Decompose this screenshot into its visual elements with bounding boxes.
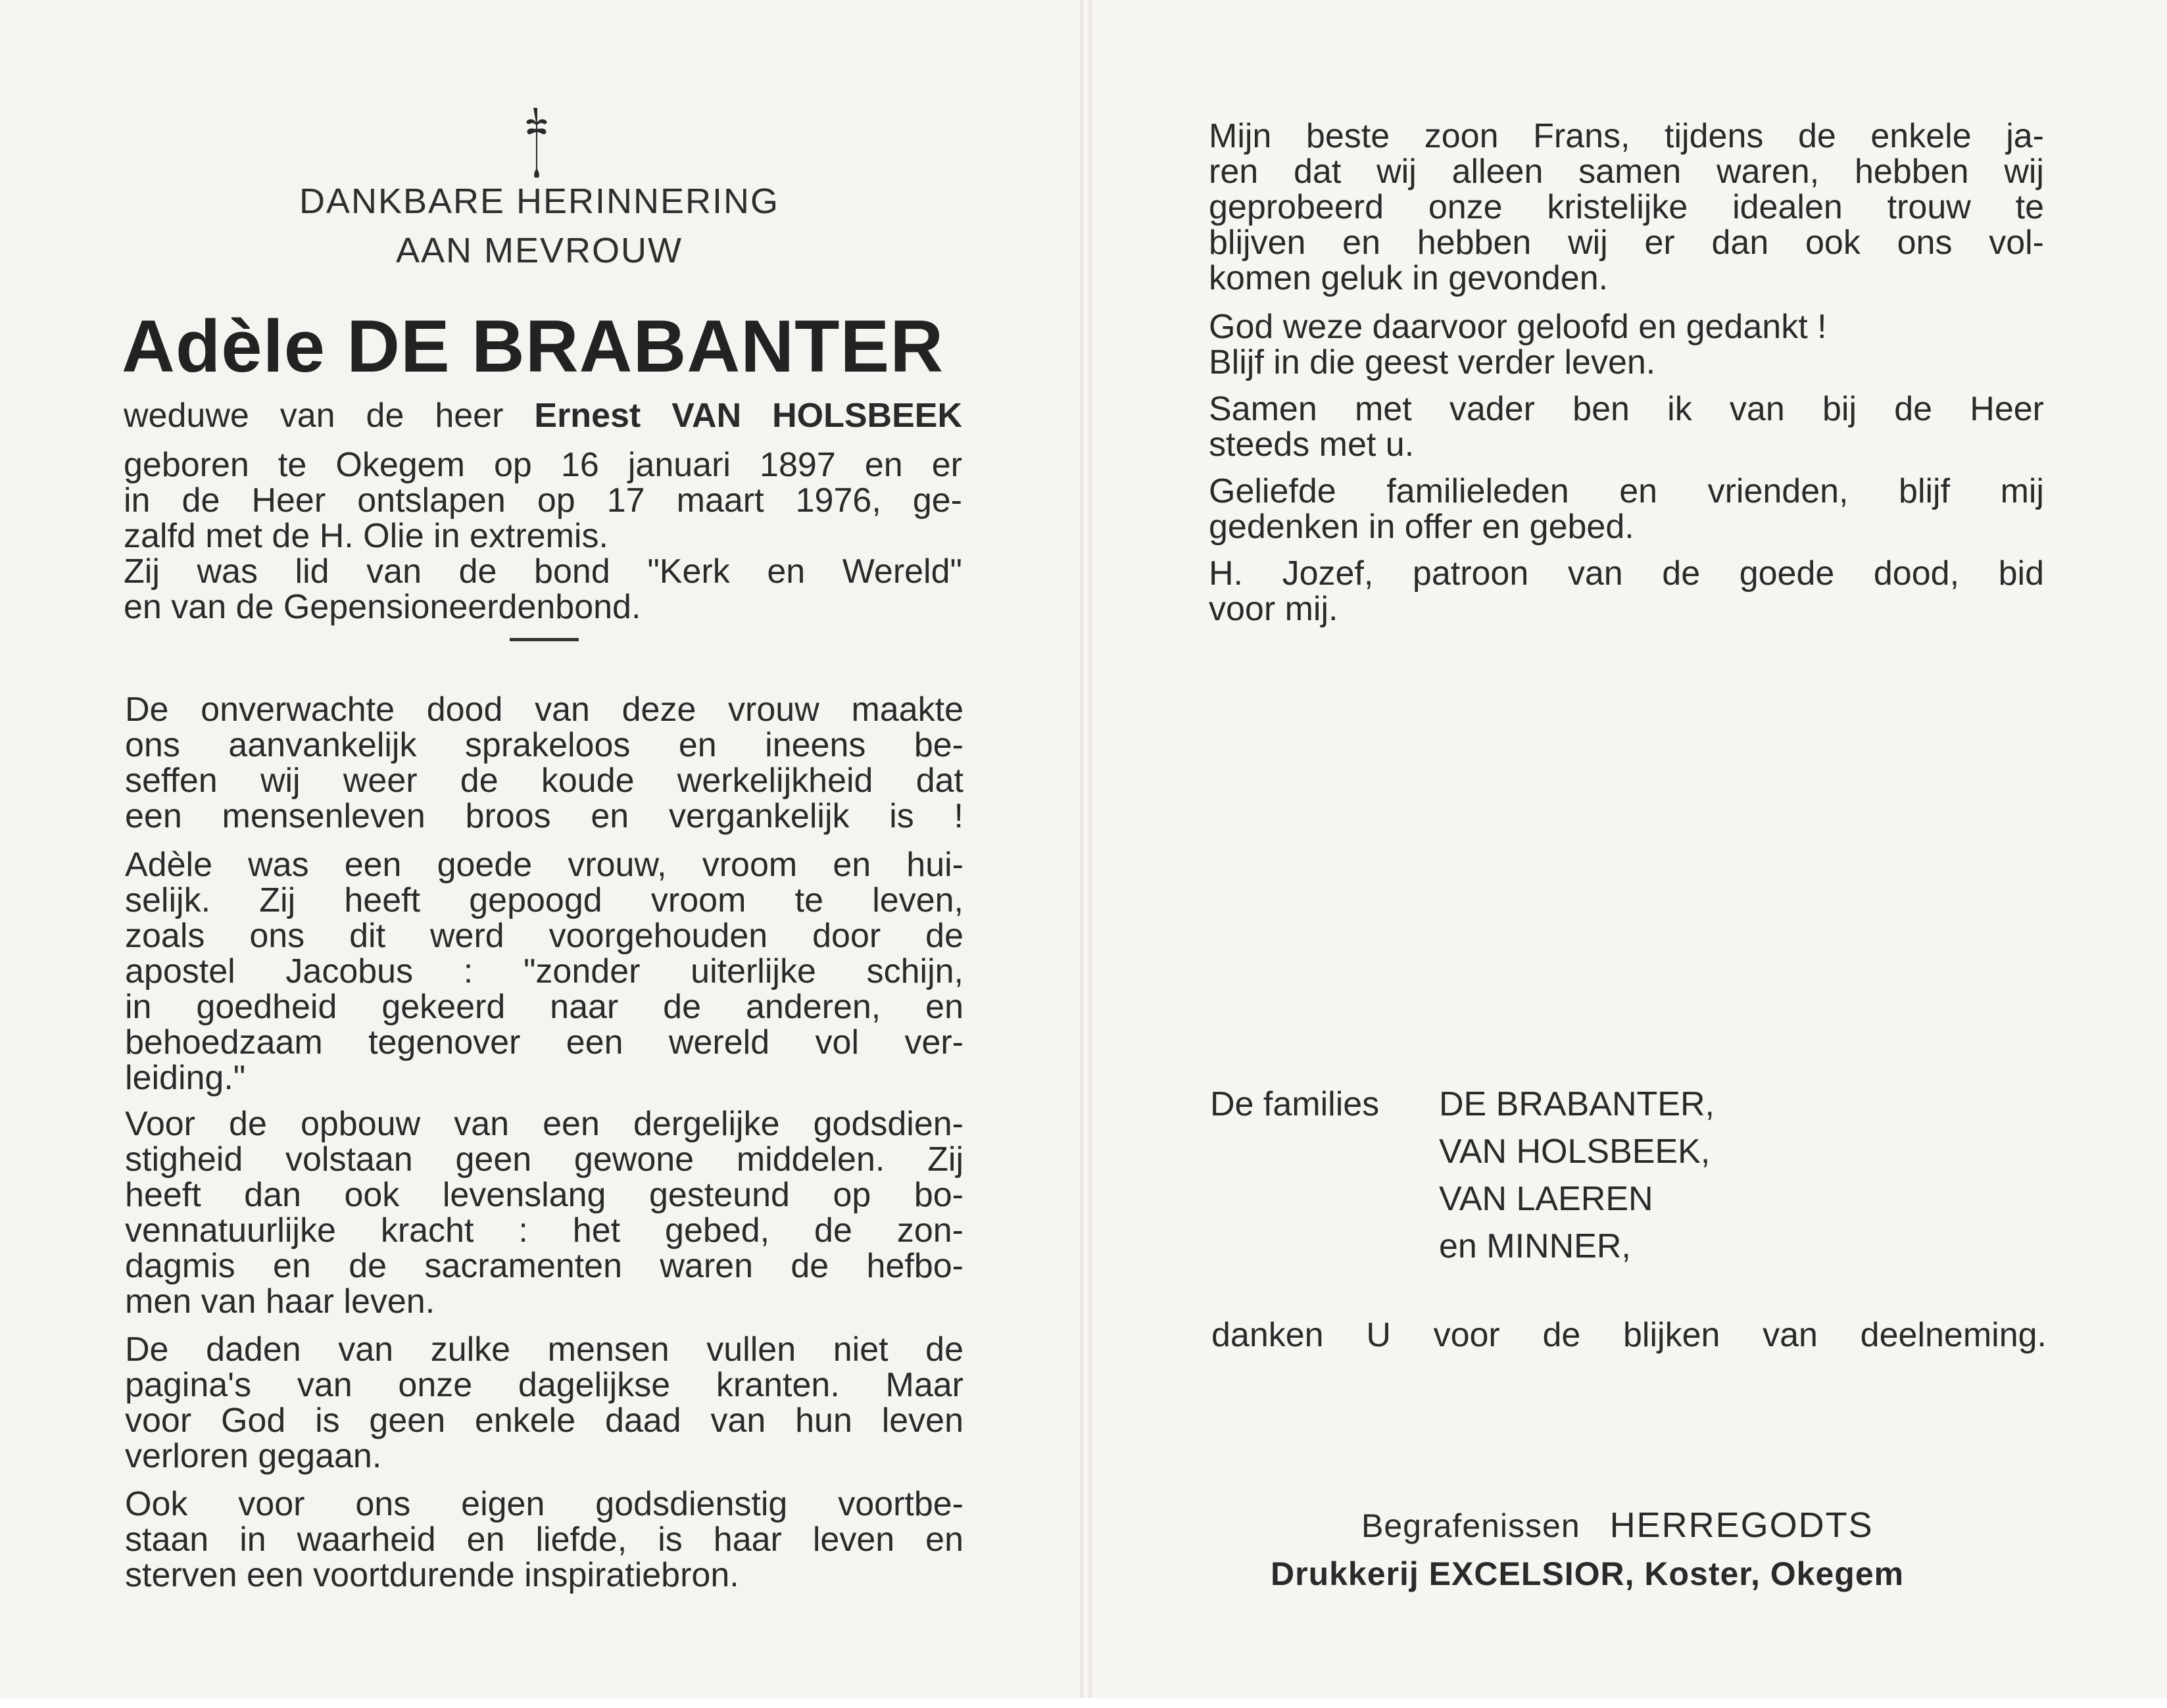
widow-line bbox=[124, 398, 962, 433]
text-line: dagmis en de sacramenten waren de hefbo- bbox=[125, 1247, 963, 1285]
left-paragraph-3 bbox=[125, 1106, 963, 1319]
text-line: Adèle was een goede vrouw, vroom en hui- bbox=[125, 846, 963, 884]
text-line: verloren gegaan. bbox=[125, 1437, 382, 1475]
text-line: blijven en hebben wij er dan ook ons vol- bbox=[1209, 224, 2044, 262]
text-line: Voor de opbouw van een dergelijke godsdien- bbox=[125, 1105, 963, 1143]
text-line: vennatuurlijke kracht : het gebed, de zon- bbox=[125, 1211, 963, 1250]
biography bbox=[124, 447, 962, 625]
divider bbox=[510, 638, 579, 641]
text-line: stigheid volstaan geen gewone middelen. Zij bbox=[125, 1140, 963, 1179]
left-paragraph-2 bbox=[125, 847, 963, 1096]
text-line: zoals ons dit werd voorgehouden door de bbox=[125, 917, 963, 955]
text-line: H. Jozef, patroon van de goede dood, bid bbox=[1209, 554, 2044, 593]
text-line: voor God is geen enkele daad van hun leven bbox=[125, 1402, 963, 1440]
families-list bbox=[1439, 1081, 1715, 1270]
text-line: behoedzaam tegenover een wereld vol ver- bbox=[125, 1023, 963, 1061]
heading-line-2: AAN MEVROUW bbox=[395, 231, 683, 270]
undertaker-line bbox=[1361, 1505, 1874, 1546]
printer-line: Drukkerij EXCELSIOR, Koster, Okegem bbox=[1271, 1555, 1905, 1592]
text-line: staan in waarheid en liefde, is haar leven en bbox=[125, 1521, 963, 1559]
text-line: Ook voor ons eigen godsdienstig voortbe- bbox=[125, 1485, 963, 1523]
text-line: De onverwachte dood van deze vrouw maakte bbox=[125, 691, 963, 729]
text-line: een mensenleven broos en vergankelijk is ! bbox=[125, 797, 963, 835]
text-line: De daden van zulke mensen vullen niet de bbox=[125, 1330, 963, 1369]
text-line: pagina's van onze dagelijkse kranten. Maar bbox=[125, 1366, 963, 1404]
text-line: selijk. Zij heeft gepoogd vroom te leven, bbox=[125, 881, 963, 919]
text-line: sterven een voortdurende inspiratiebron. bbox=[125, 1556, 739, 1594]
family-name: VAN LAEREN bbox=[1439, 1180, 1653, 1218]
text-line: komen geluk in gevonden. bbox=[1209, 259, 1609, 297]
text-line: in goedheid gekeerd naar de anderen, en bbox=[125, 988, 963, 1026]
right-paragraph-4 bbox=[1209, 474, 2044, 545]
text-line: voor mij. bbox=[1209, 590, 1338, 628]
text-line: men van haar leven. bbox=[125, 1282, 435, 1321]
heading-line-1: DANKBARE HERINNERING bbox=[299, 182, 780, 221]
bio-line: geboren te Okegem op 16 januari 1897 en er bbox=[124, 446, 962, 484]
thanks-line: danken U voor de blijken van deelneming. bbox=[1211, 1316, 2047, 1354]
text-line: heeft dan ook levenslang gesteund op bo- bbox=[125, 1176, 963, 1214]
right-paragraph-5 bbox=[1209, 556, 2044, 627]
left-paragraph-4 bbox=[125, 1332, 963, 1474]
families-prefix: De families bbox=[1210, 1085, 1380, 1123]
undertaker-label: Begrafenissen bbox=[1361, 1507, 1580, 1544]
card-edge bbox=[0, 1698, 2167, 1708]
text-line: leiding." bbox=[125, 1059, 246, 1097]
left-paragraph-5 bbox=[125, 1486, 963, 1593]
left-paragraph-1 bbox=[125, 692, 963, 834]
text-line: steeds met u. bbox=[1209, 426, 1415, 464]
family-name: en MINNER, bbox=[1439, 1227, 1631, 1265]
text-line: gedenken in offer en gebed. bbox=[1209, 508, 1634, 546]
text-line: ren dat wij alleen samen waren, hebben wij bbox=[1209, 153, 2044, 191]
text-line: apostel Jacobus : "zonder uiterlijke schijn, bbox=[125, 952, 963, 990]
deceased-name: Adèle DE BRABANTER bbox=[122, 305, 944, 387]
text-line: God weze daarvoor geloofd en gedankt ! bbox=[1209, 308, 1827, 346]
bio-line: Zij was lid van de bond "Kerk en Wereld" bbox=[124, 552, 962, 591]
text-line: Blijf in die geest verder leven. bbox=[1209, 343, 1656, 381]
right-paragraph-1 bbox=[1209, 118, 2044, 296]
text-line: Geliefde familieleden en vrienden, blijf mij bbox=[1209, 472, 2044, 510]
bio-line: en van de Gepensioneerdenbond. bbox=[124, 588, 641, 626]
right-paragraph-2 bbox=[1209, 309, 2044, 380]
cross-icon bbox=[517, 105, 554, 179]
widow-prefix: weduwe van de heer bbox=[124, 397, 504, 435]
right-paragraph-3 bbox=[1209, 391, 2044, 462]
bio-line: in de Heer ontslapen op 17 maart 1976, ge- bbox=[124, 481, 962, 520]
family-name: VAN HOLSBEEK, bbox=[1439, 1133, 1711, 1171]
undertaker-name: HERREGODTS bbox=[1609, 1505, 1874, 1545]
bio-line: zalfd met de H. Olie in extremis. bbox=[124, 517, 608, 555]
card-fold bbox=[1081, 0, 1092, 1708]
text-line: Mijn beste zoon Frans, tijdens de enkele ja- bbox=[1209, 117, 2044, 155]
text-line: geprobeerd onze kristelijke idealen trouw te bbox=[1209, 188, 2044, 226]
text-line: Samen met vader ben ik van bij de Heer bbox=[1209, 390, 2044, 428]
widow-husband-name: Ernest VAN HOLSBEEK bbox=[534, 397, 962, 435]
text-line: ons aanvankelijk sprakeloos en ineens be- bbox=[125, 726, 963, 764]
family-name: DE BRABANTER, bbox=[1439, 1085, 1715, 1123]
text-line: seffen wij weer de koude werkelijkheid dat bbox=[125, 762, 963, 800]
